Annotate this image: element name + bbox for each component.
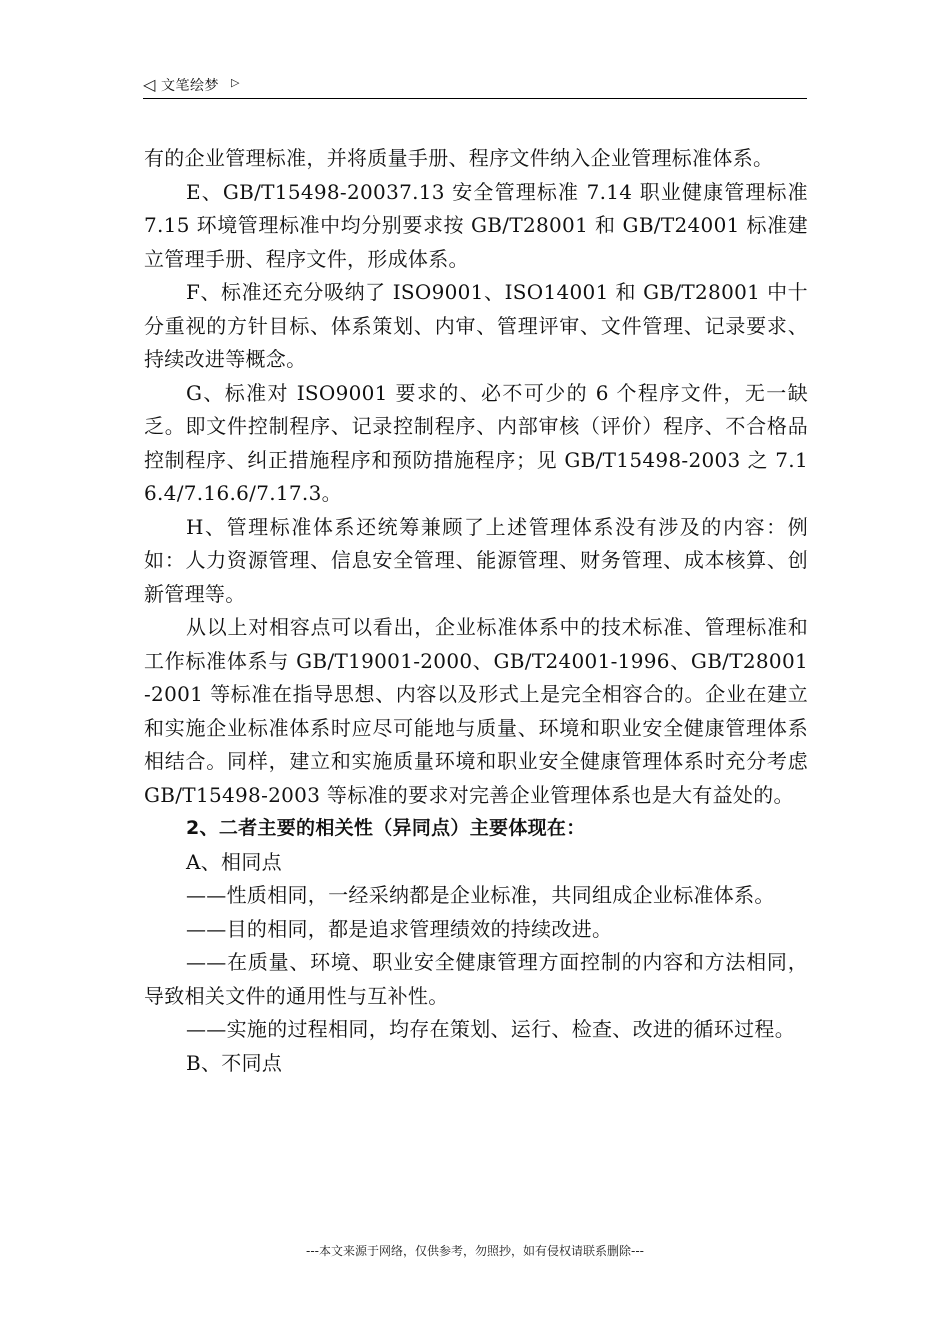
- section-heading: 2、二者主要的相关性（异同点）主要体现在：: [186, 817, 586, 839]
- paragraph-item-f: F、标准还充分吸纳了 ISO9001、ISO14001 和 GB/T28001 中十分重视的方针目标、体系策划、内审、管理评审、文件管理、记录要求、持续改进等概念。: [144, 280, 808, 371]
- page-footer: ---本文来源于网络，仅供参考，勿照抄，如有侵权请联系删除---: [306, 1244, 644, 1258]
- list-item-content: ——在质量、环境、职业安全健康管理方面控制的内容和方法相同，导致相关文件的通用性与互补性。: [144, 950, 808, 1008]
- paragraph-summary: 从以上对相容点可以看出，企业标准体系中的技术标准、管理标准和工作标准体系与 GB/T19001-2000、GB/T24001-1996、GB/T28001-2001 等标准在指导思想、内容以及形式上是完全相容合的。企业在建立和实施企业标准体系时应尽可能地与质量、环境和职业安全健康管理体系相结合。同样，建立和实施质量环境和职业安全健康管理体系时充分考虑 GB/T15498-2003 等标准的要求对完善企业管理体系也是大有益处的。: [144, 615, 808, 807]
- triangle-right-icon: ▷: [231, 76, 240, 89]
- list-item-nature: ——性质相同，一经采纳都是企业标准，共同组成企业标准体系。: [186, 883, 775, 907]
- page-header: [143, 74, 807, 99]
- paragraph-item-g: G、标准对 ISO9001 要求的、必不可少的 6 个程序文件，无一缺乏。即文件控制程序、记录控制程序、内部审核（评价）程序、不合格品控制程序、纠正措施程序和预防措施程序；见 GB/T15498-2003 之 7.16.4/7.16.6/7.17.3。: [144, 380, 808, 505]
- paragraph-item-h: H、管理标准体系还统筹兼顾了上述管理体系没有涉及的内容：例如：人力资源管理、信息安全管理、能源管理、财务管理、成本核算、创新管理等。: [144, 514, 808, 606]
- subheading-similarities: A、相同点: [186, 849, 282, 874]
- subheading-differences: B、不同点: [186, 1050, 283, 1075]
- triangle-left-icon: ◁: [143, 75, 156, 94]
- document-body: [144, 142, 808, 1080]
- paragraph-item-e: E、GB/T15498-20037.13 安全管理标准 7.14 职业健康管理标准 7.15 环境管理标准中均分别要求按 GB/T28001 和 GB/T24001 标准建立管理手册、程序文件，形成体系。: [144, 179, 808, 271]
- list-item-process: ——实施的过程相同，均存在策划、运行、检查、改进的循环过程。: [186, 1017, 795, 1041]
- paragraph-continuation: 有的企业管理标准，并将质量手册、程序文件纳入企业管理标准体系。: [144, 146, 774, 170]
- header-logo-text: 文笔绘梦: [161, 78, 219, 94]
- list-item-purpose: ——目的相同，都是追求管理绩效的持续改进。: [186, 916, 613, 941]
